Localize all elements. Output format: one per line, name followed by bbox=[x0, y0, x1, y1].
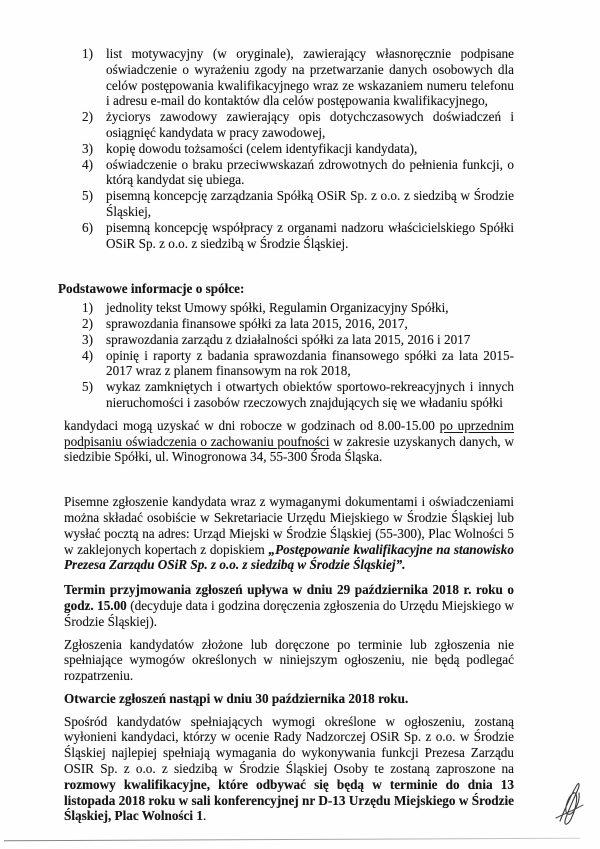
late-submissions-paragraph: Zgłoszenia kandydatów złożone lub doręczone po terminie lub zgłoszenia nie spełniające wymogów określonych w niniejszym ogłoszeniu, nie będą podlegać rozpatrzeniu. bbox=[64, 636, 514, 684]
selection-regular-text: Spośród kandydatów spełniających wymogi określone w ogłoszeniu, zostaną wyłonieni kandydaci, którzy w ocenie Rady Nadzorczej OSiR Sp. z o.o. w Środzie Śląskiej najlepiej spełniają wymagania do wykonywania funkcji Prezesa Zarządu OSIR Sp. z o.o. z siedzibą w Środzie Śląskiej Osoby te zostaną zaproszone na bbox=[64, 713, 514, 777]
item-text: wykaz zamkniętych i otwartych obiektów sportowo-rekreacyjnych i innych nieruchomości i zasobów rzeczowych znajdujących się we władaniu spółki bbox=[106, 379, 514, 410]
item-number: 2) bbox=[82, 109, 93, 125]
item-number: 4) bbox=[82, 347, 93, 363]
item-text: list motywacyjny (w oryginale), zawierający własnoręcznie podpisane oświadczenie o wyrażeniu zgody na przetwarzanie danych osobowych dla celów postępowania kwalifikacyjnego wraz ze wskazaniem numeru telefonu i adresu e-mail do kontaktów dla celów postępowania kwalifikacyjnego, bbox=[106, 46, 514, 109]
deadline-regular-text: (decyduje data i godzina doręczenia zgłoszenia do Urzędu Miejskiego w Środzie Śląskiej). bbox=[64, 597, 515, 629]
list-item bbox=[82, 157, 514, 189]
envelope-note-text: „Postępowanie kwalifikacyjne na stanowisko Prezesa Zarządu OSiR Sp. z o.o. z siedzibą w Środzie Śląskiej”. bbox=[64, 541, 514, 573]
data-access-text: kandydaci mogą uzyskać w dni robocze w godzinach od 8.00-15.00 bbox=[64, 417, 440, 433]
submission-paragraph bbox=[64, 494, 514, 573]
company-info-heading: Podstawowe informacje o spółce: bbox=[58, 281, 245, 297]
interviews-bold-text: rozmowy kwalifikacyjne, które odbywać się będą w terminie do dnia 13 listopada 2018 roku w sali konferencyjnej nr D-13 Urzędu Miejskiego w Środzie Śląskiej, Plac Wolności 1 bbox=[64, 776, 514, 824]
item-number: 2) bbox=[82, 315, 93, 331]
item-text: jednolity tekst Umowy spółki, Regulamin Organizacyjny Spółki, bbox=[106, 300, 449, 316]
item-number: 6) bbox=[82, 219, 93, 235]
list-item bbox=[82, 332, 514, 348]
list-item bbox=[82, 220, 514, 252]
document-content bbox=[58, 46, 515, 824]
selection-paragraph bbox=[64, 714, 514, 825]
list-item bbox=[82, 379, 514, 411]
list-item bbox=[82, 46, 514, 109]
item-number: 4) bbox=[82, 156, 93, 172]
item-text: opinię i raporty z badania sprawozdania finansowego spółki za lata 2015-2017 wraz z planem finansowym na rok 2018, bbox=[106, 347, 514, 379]
item-number: 5) bbox=[82, 188, 93, 204]
list-item bbox=[82, 141, 514, 157]
item-text: pisemną koncepcję współpracy z organami nadzoru właścicielskiego Spółki OSiR Sp. z o.o. z siedzibą w Środzie Śląskiej. bbox=[106, 219, 514, 251]
company-info-list bbox=[82, 300, 514, 411]
submission-text: Pisemne zgłoszenie kandydata wraz z wymaganymi dokumentami i oświadczeniami można składać osobiście w Sekretariacie Urzędu Miejskiego w Środzie Śląskiej lub wysłać pocztą na adres: Urząd Miejski w Środzie Śląskiej (55-300), Plac Wolności 5 w zaklejonych kopertach z dopiskiem bbox=[64, 494, 514, 557]
item-number: 1) bbox=[82, 46, 93, 61]
item-text: pisemną koncepcję zarządzania Spółką OSiR Sp. z o.o. z siedzibą w Środzie Śląskiej, bbox=[106, 188, 514, 219]
item-text: sprawozdania zarządu z działalności spółki za lata 2015, 2016 i 2017 bbox=[106, 331, 471, 347]
item-text: oświadczenie o braku przeciwwskazań zdrowotnych do pełnienia funkcji, o którą kandydat się ubiega. bbox=[106, 156, 514, 188]
item-number: 3) bbox=[82, 140, 93, 156]
opening-date-paragraph: Otwarcie zgłoszeń nastąpi w dniu 30 października 2018 roku. bbox=[64, 690, 409, 706]
data-access-paragraph bbox=[64, 418, 514, 465]
data-access-text-end: w zakresie uzyskanych danych, w siedzibie Spółki, ul. Winogronowa 34, 55-300 Środa Śląska. bbox=[64, 433, 514, 465]
confidentiality-underlined-text: po uprzednim podpisaniu oświadczenia o zachowaniu poufności bbox=[64, 417, 514, 449]
item-number: 1) bbox=[82, 300, 93, 316]
selection-end-text: . bbox=[202, 808, 207, 824]
list-item bbox=[82, 109, 514, 141]
list-item bbox=[82, 300, 514, 316]
list-item bbox=[82, 348, 514, 380]
deadline-bold-text: Termin przyjmowania zgłoszeń upływa w dniu 29 października 2018 r. roku o godz. 15.00 bbox=[64, 582, 514, 613]
item-number: 5) bbox=[82, 379, 93, 395]
required-documents-list bbox=[82, 46, 514, 251]
scan-edge-line bbox=[4, 838, 580, 842]
list-item bbox=[82, 188, 514, 220]
list-item bbox=[82, 316, 514, 332]
item-text: sprawozdania finansowe spółki za lata 2015, 2016, 2017, bbox=[106, 315, 408, 331]
item-text: życiorys zawodowy zawierający opis dotychczasowych doświadczeń i osiągnięć kandydata w pracy zawodowej, bbox=[106, 109, 514, 140]
item-text: kopię dowodu tożsamości (celem identyfikacji kandydata), bbox=[106, 140, 418, 156]
signature-paraph-icon bbox=[552, 781, 586, 827]
item-number: 3) bbox=[82, 331, 93, 347]
deadline-paragraph bbox=[64, 582, 514, 629]
